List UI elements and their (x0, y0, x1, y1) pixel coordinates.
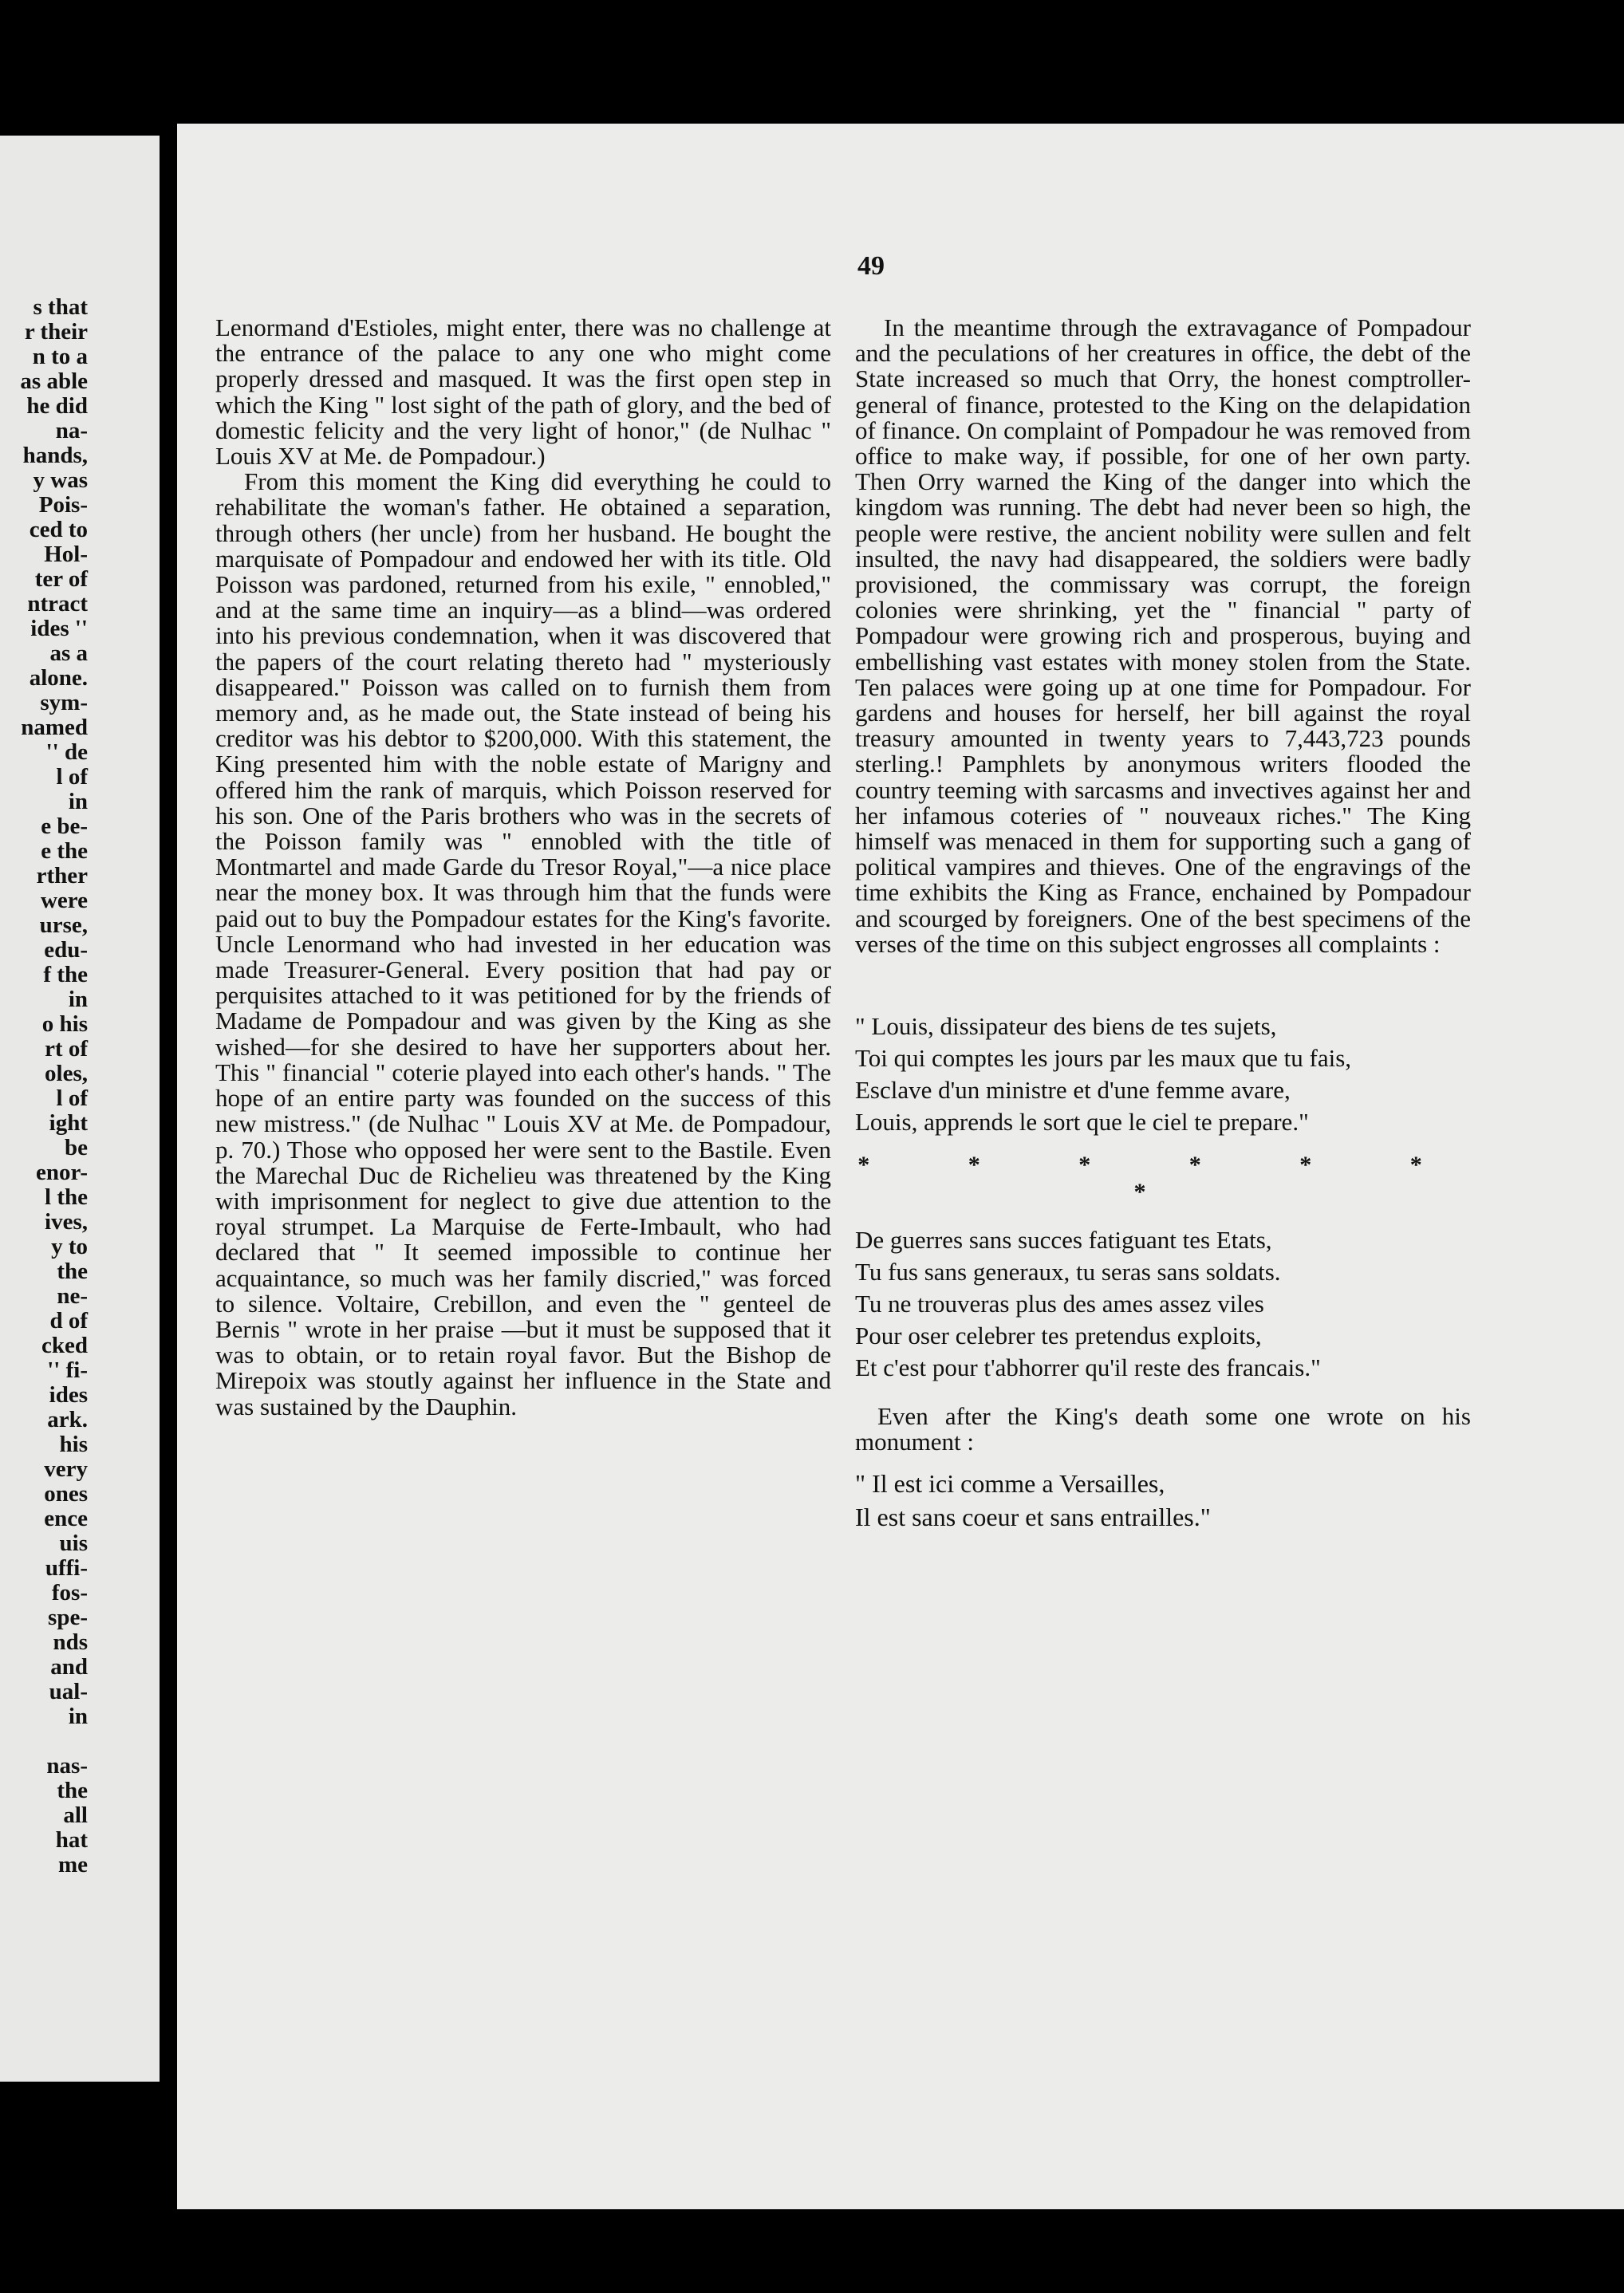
facing-page-line: named (21, 715, 88, 740)
facing-page-line: sym- (40, 690, 88, 715)
left-paragraph-1: Lenormand d'Estioles, might enter, there was no challenge at the entrance of the palace to any one who might come properly dressed and masqued. It was the first open step in which the King " lost sight of the path of glory, and the bed of domestic felicity and the very light of honor," (de Nulhac " Louis XV at Me. de Pompadour.) (215, 313, 831, 471)
poem-line: Esclave d'un ministre et d'une femme avare, (855, 1076, 1291, 1105)
facing-page-line: as able (20, 368, 88, 394)
facing-page-line: ter of (34, 566, 88, 592)
facing-page-line: n to a (32, 344, 88, 369)
facing-page-line: o his (41, 1011, 88, 1037)
facing-page-line: rt of (45, 1036, 88, 1062)
facing-page-line: '' de (45, 739, 88, 765)
facing-page-line: alone. (29, 665, 88, 691)
poem-line: Pour oser celebrer tes pretendus exploits, (855, 1322, 1262, 1350)
facing-page-line: ne- (57, 1283, 88, 1309)
facing-page-line: ight (49, 1110, 88, 1136)
poem-line: Et c'est pour t'abhorrer qu'il reste des francais." (855, 1353, 1321, 1382)
facing-page-line: in (68, 987, 88, 1012)
facing-page-fragments (0, 295, 88, 1877)
facing-page-line: '' fi- (47, 1357, 88, 1383)
left-paragraph-2: From this moment the King did everything he could to rehabilitate the woman's father. He obtained a separation, through others (her uncle) from her husband. He bought the marquisate of Pompadour and endowed her with its title. Old Poisson was pardoned, returned from his exile, " ennobled," and at the same time an inquiry—as a blind—was ordered into his previous condemnation, when it was discovered that the papers of the court relating thereto had " mysteriously disappeared." Poisson was called on to furnish them from memory and, as he made out, the State instead of being his creditor was his debtor to $200,000. With this statement, the King presented him with the noble estate of Marigny and offered him the rank of marquis, which Poisson reserved for his son. One of the Paris brothers who was in the secrets of the Poisson family was " ennobled with the title of Montmartel and made Garde du Tresor Royal,"—a nice place near the money box. It was through him that the funds were paid out to buy the Pompadour estates for the King's favorite. Uncle Lenormand who had invested in her education was made Treasurer-General. Every position that had pay or perquisites attached to it was petitioned for by the friends of Madame de Pompadour and was given by the King as she wished—for she desired to have her supporters about her. This " financial " coterie played into each other's hands. " The hope of an entire party was founded on the success of this new mistress." (de Nulhac " Louis XV at Me. de Pompadour, p. 70.) Those who opposed her were sent to the Bastile. Even the Marechal Duc de Richelieu was threatened by the King with imprisonment for neglect to give due attention to the royal strumpet. La Marquise de Ferte-Imbault, who had declared that " It seemed impossible to continue her acquaintance, so much was her family discried," was forced to silence. Voltaire, Crebillon, and even the " genteel de Bernis " wrote in her praise —but it must be supposed that it was to obtain, or to retain royal favor. But the Bishop de Mirepoix was stoutly against her influence in the State and was sustained by the Dauphin. (215, 467, 831, 1420)
facing-page-line: in (68, 1704, 88, 1729)
facing-page-line: ides '' (30, 616, 88, 641)
right-paragraph: In the meantime through the extravagance of Pompadour and the peculations of her creatures in office, the debt of the State increased so much that Orry, the honest comptroller-general of finance, protested to the King on the delapidation of finance. On complaint of Pompadour he was removed from office to make way, if possible, for one of her own party. Then Orry warned the King of the danger into which the kingdom was running. The debt had never been so high, the people were restive, the ancient nobility were sullen and felt insulted, the navy had disappeared, the soldiers were badly provisioned, the commissary was corrupt, the foreign colonies were shrinking, yet the " financial " party of Pompadour were growing rich and prosperous, buying and embellishing vast estates with money stolen from the State. Ten palaces were going up at one time for Pompadour. For gardens and houses for herself, her bill against the royal treasury amounted in twenty years to 7,443,723 pounds sterling.! Pamphlets by anonymous writers flooded the country teeming with sarcasms and invectives against her and her infamous coteries of " nouveaux riches." The King himself was menaced in them for supporting such a gang of political vampires and thieves. One of the engravings of the time exhibits the King as France, enchained by Pompadour and scourged by foreigners. One of the best specimens of the verses of the time on this subject engrosses all complaints : (855, 313, 1471, 958)
facing-page-line: hands, (22, 443, 88, 468)
facing-page-line: r their (24, 319, 88, 345)
facing-page-line: be (65, 1135, 88, 1160)
right-column (855, 315, 1471, 1536)
facing-page-line: ntract (27, 591, 88, 617)
poem-line: Toi qui comptes les jours par les maux que tu fais, (855, 1044, 1352, 1073)
facing-page-line: ced to (29, 517, 88, 542)
facing-page-line: nds (53, 1629, 88, 1655)
facing-page-line: nas- (46, 1753, 88, 1779)
stanza-separator: * * * * * * * (857, 1152, 1468, 1206)
facing-page-line: l of (56, 1085, 88, 1111)
facing-page-line: in (68, 789, 88, 814)
facing-page-line: cked (41, 1333, 88, 1358)
facing-page-line: the (57, 1259, 88, 1284)
facing-page-line: edu- (44, 937, 88, 963)
facing-page-line: e be- (41, 814, 88, 839)
facing-page-line: ence (44, 1506, 88, 1531)
poem-line: Tu fus sans generaux, tu seras sans soldats. (855, 1258, 1281, 1286)
facing-page-line: ones (44, 1481, 88, 1507)
facing-page-line: urse, (39, 912, 88, 938)
facing-page-line: y was (33, 467, 88, 493)
poem (855, 1013, 1471, 1381)
facing-page-line: d of (49, 1308, 88, 1334)
poem-line: De guerres sans succes fatiguant tes Etats, (855, 1226, 1272, 1255)
facing-page-line: his (59, 1432, 88, 1457)
facing-page-line: l the (45, 1184, 88, 1210)
facing-page-line: na- (55, 418, 88, 443)
facing-page-line: ives, (45, 1209, 88, 1235)
facing-page-line: ark. (47, 1407, 88, 1432)
facing-page-line: fos- (51, 1580, 88, 1605)
facing-page-line: uffi- (45, 1555, 88, 1581)
facing-page-line: and (50, 1654, 88, 1680)
epitaph-line: " Il est ici comme a Versailles, (855, 1469, 1165, 1499)
facing-page-line: s that (33, 294, 88, 320)
poem-line: " Louis, dissipateur des biens de tes sujets, (855, 1012, 1277, 1041)
facing-page-edge (0, 136, 160, 2082)
left-column (215, 315, 831, 1420)
facing-page-line: rther (36, 863, 88, 888)
facing-page-line: very (44, 1456, 88, 1482)
facing-page-line: as a (49, 640, 88, 666)
book-page (177, 124, 1624, 2209)
facing-page-line: enor- (36, 1160, 88, 1185)
page-number: 49 (857, 251, 885, 281)
facing-page-line: all (63, 1802, 88, 1828)
facing-page-line: uis (59, 1531, 88, 1556)
closing-paragraph: Even after the King's death some one wrote on his monument : (855, 1402, 1471, 1456)
epitaph (855, 1469, 1471, 1531)
facing-page-line: f the (43, 962, 88, 987)
facing-page-line: ides (49, 1382, 88, 1408)
facing-page-line: were (40, 888, 88, 913)
facing-page-line: oles, (45, 1061, 88, 1086)
facing-page-line: ual- (49, 1679, 88, 1704)
facing-page-line: Hol- (44, 542, 88, 567)
facing-page-line: he did (26, 393, 88, 419)
poem-line: Tu ne trouveras plus des ames assez viles (855, 1290, 1264, 1318)
facing-page-line: l of (56, 764, 88, 790)
facing-page-line: y to (51, 1234, 88, 1259)
facing-page-line: e the (41, 838, 88, 864)
poem-line: Louis, apprends le sort que le ciel te prepare." (855, 1108, 1309, 1137)
facing-page-line: me (57, 1852, 88, 1877)
facing-page-line: hat (55, 1827, 88, 1853)
facing-page-line (0, 1729, 88, 1754)
facing-page-line: Pois- (38, 492, 88, 518)
facing-page-line: the (57, 1778, 88, 1803)
facing-page-line: spe- (48, 1605, 88, 1630)
epitaph-line: Il est sans coeur et sans entrailles." (855, 1503, 1211, 1532)
